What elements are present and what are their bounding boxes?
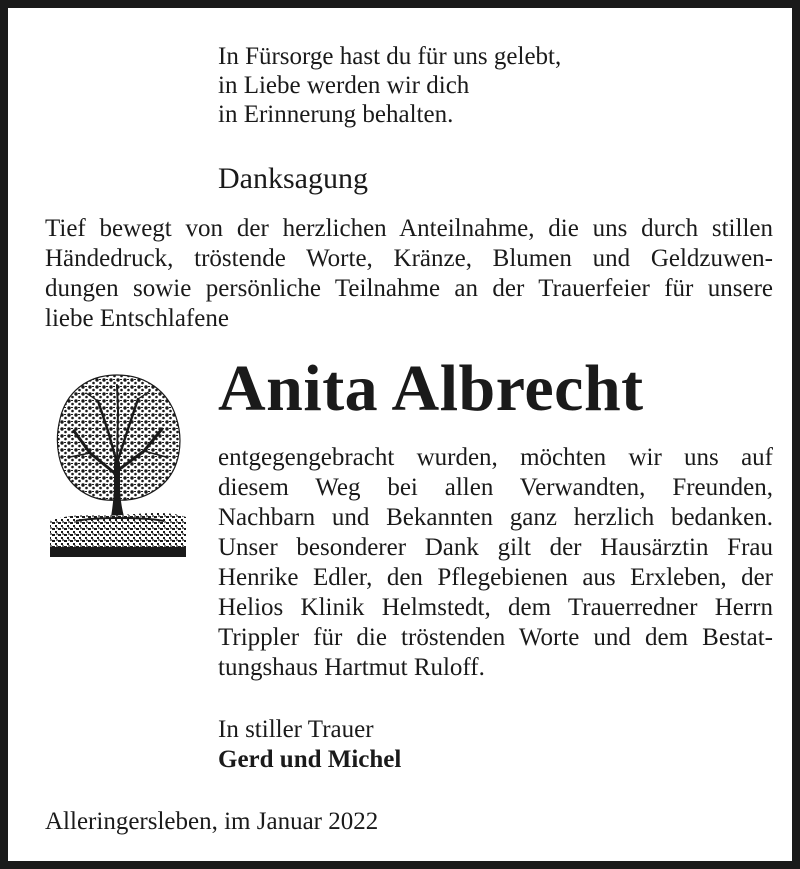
- body-line-3: Nachbarn und Bekannten ganz herzlich bedanken.: [218, 504, 773, 531]
- deceased-name: Anita Albrecht: [218, 352, 644, 425]
- body-line-4: Unser besonderer Dank gilt der Hausärztin Frau: [218, 534, 773, 561]
- poem-line-3: in Erinnerung behalten.: [218, 101, 454, 128]
- body-line-7: Trippler für die tröstenden Worte und dem Bestat-: [218, 624, 773, 651]
- body-line-1: entgegengebracht wurden, möchten wir uns auf: [218, 444, 773, 471]
- place-date: Alleringersleben, im Januar 2022: [45, 808, 379, 835]
- tree-icon: [46, 371, 188, 561]
- intro-line-2: Händedruck, tröstende Worte, Kränze, Blumen und Geldzuwen-: [45, 245, 773, 272]
- heading-danksagung: Danksagung: [218, 162, 368, 195]
- signatories: Gerd und Michel: [218, 746, 402, 773]
- intro-line-1: Tief bewegt von der herzlichen Anteilnahme, die uns durch stillen: [45, 215, 773, 242]
- body-line-2: diesem Weg bei allen Verwandten, Freunden,: [218, 474, 773, 501]
- poem-line-1: In Fürsorge hast du für uns gelebt,: [218, 43, 562, 70]
- body-line-6: Helios Klinik Helmstedt, dem Trauerredner Herrn: [218, 594, 773, 621]
- closing-line: In stiller Trauer: [218, 716, 374, 743]
- intro-line-4: liebe Entschlafene: [45, 305, 229, 332]
- poem-line-2: in Liebe werden wir dich: [218, 72, 470, 99]
- body-line-8: tungshaus Hartmut Ruloff.: [218, 654, 485, 681]
- body-line-5: Henrike Edler, den Pflegebienen aus Erxleben, der: [218, 564, 773, 591]
- intro-line-3: dungen sowie persönliche Teilnahme an der Trauerfeier für unsere: [45, 275, 773, 302]
